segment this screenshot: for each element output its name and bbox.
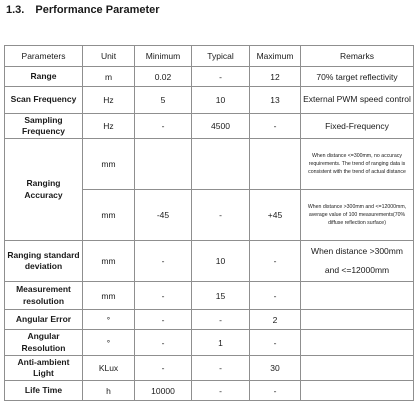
table-row-angular-resolution [5,330,414,356]
typ-cell: 1 [192,330,250,356]
max-cell: 30 [250,356,301,381]
min-cell: 5 [135,87,192,114]
unit-cell: mm [83,282,135,310]
min-cell: - [135,330,192,356]
table-row-life-time [5,381,414,401]
typ-cell: - [192,67,250,87]
table-row-ranging-accuracy-a [5,139,414,190]
remarks-cell: 70% target reflectivity [301,67,414,87]
col-header-parameters: Parameters [5,46,83,67]
max-cell: 13 [250,87,301,114]
unit-cell: Hz [83,87,135,114]
min-cell: - [135,282,192,310]
unit-cell: ° [83,330,135,356]
table-row-ranging-standard-deviation [5,241,414,282]
unit-cell: mm [83,190,135,241]
remarks-cell: External PWM speed control [301,87,414,114]
min-cell: - [135,114,192,139]
param-cell: Sampling Frequency [5,114,83,139]
table-header-row [5,46,414,67]
max-cell: - [250,114,301,139]
min-cell: -45 [135,190,192,241]
col-header-minimum: Minimum [135,46,192,67]
param-cell: Angular Error [5,310,83,330]
remarks-cell [301,310,414,330]
remarks-cell: When distance >300mm and <=12000mm [301,241,414,282]
param-cell: Scan Frequency [5,87,83,114]
param-cell: Ranging standard deviation [5,241,83,282]
col-header-maximum: Maximum [250,46,301,67]
remarks-cell: When distance <=300mm, no accuracy requirements. The trend of ranging data is consistent with the trend of actual distance [301,139,414,190]
max-cell: 2 [250,310,301,330]
table-row-sampling-frequency [5,114,414,139]
max-cell: - [250,330,301,356]
min-cell: 0.02 [135,67,192,87]
section-title: Performance Parameter [35,4,160,16]
remarks-cell: Fixed-Frequency [301,114,414,139]
unit-cell: mm [83,241,135,282]
unit-cell: h [83,381,135,401]
typ-cell: - [192,381,250,401]
typ-cell: 10 [192,87,250,114]
param-cell: Angular Resolution [5,330,83,356]
min-cell: - [135,356,192,381]
remarks-cell [301,330,414,356]
param-cell: Measurement resolution [5,282,83,310]
unit-cell: mm [83,139,135,190]
max-cell [250,139,301,190]
remarks-cell: When distance >300mm and <=12000mm, average value of 100 measurements(70% diffuse reflection surface) [301,190,414,241]
typ-cell: - [192,356,250,381]
param-cell: Life Time [5,381,83,401]
param-cell: Ranging Accuracy [5,139,83,241]
col-header-unit: Unit [83,46,135,67]
typ-cell: 4500 [192,114,250,139]
remarks-cell [301,356,414,381]
min-cell: - [135,241,192,282]
min-cell: - [135,310,192,330]
typ-cell [192,139,250,190]
unit-cell: ° [83,310,135,330]
section-heading [6,4,160,16]
max-cell: - [250,282,301,310]
max-cell: - [250,241,301,282]
unit-cell: m [83,67,135,87]
max-cell: +45 [250,190,301,241]
typ-cell: 15 [192,282,250,310]
max-cell: 12 [250,67,301,87]
unit-cell: KLux [83,356,135,381]
typ-cell: - [192,310,250,330]
performance-parameter-table [4,45,414,401]
table-row-angular-error [5,310,414,330]
max-cell: - [250,381,301,401]
col-header-remarks: Remarks [301,46,414,67]
min-cell [135,139,192,190]
remarks-cell [301,381,414,401]
typ-cell: 10 [192,241,250,282]
unit-cell: Hz [83,114,135,139]
min-cell: 10000 [135,381,192,401]
remarks-cell [301,282,414,310]
section-number: 1.3. [6,4,25,16]
table-row-range [5,67,414,87]
table-row-scan-frequency [5,87,414,114]
table-row-anti-ambient-light [5,356,414,381]
col-header-typical: Typical [192,46,250,67]
param-cell: Anti-ambient Light [5,356,83,381]
typ-cell: - [192,190,250,241]
param-cell: Range [5,67,83,87]
table-row-measurement-resolution [5,282,414,310]
